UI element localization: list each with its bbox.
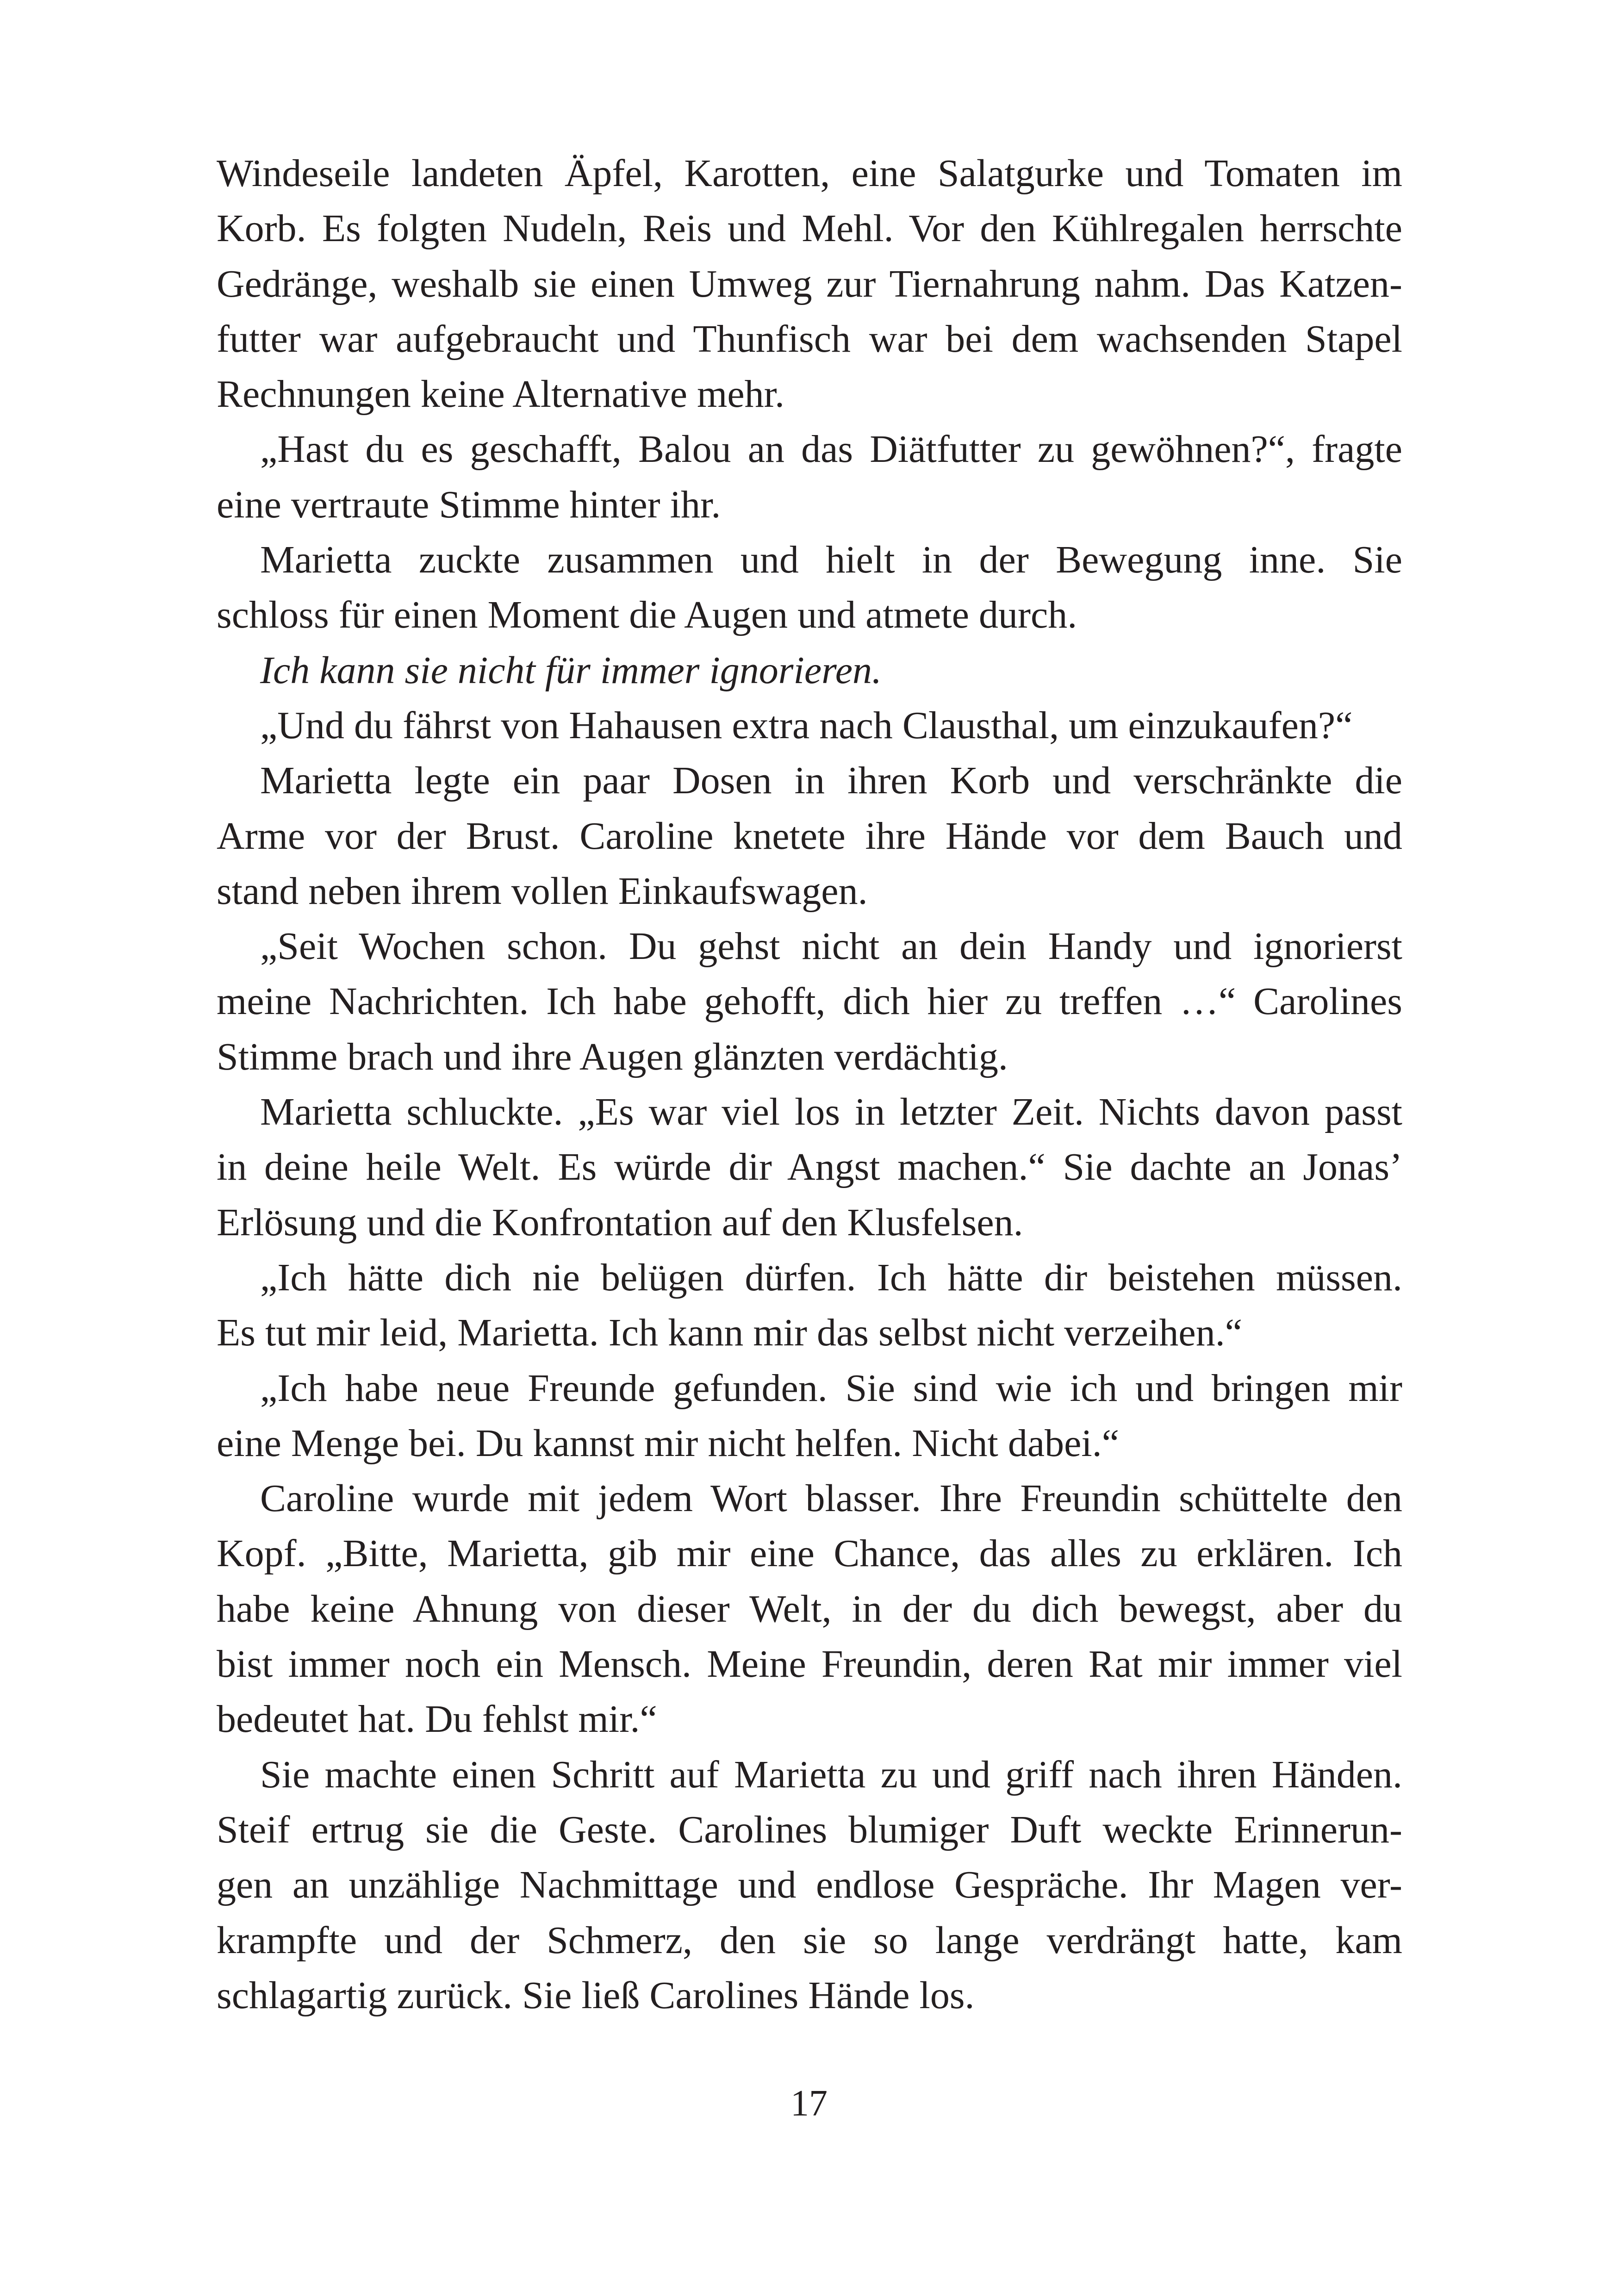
text-line: Kopf. „Bitte, Marietta, gib mir eine Chance, das alles zu erklären. Ich [217,1532,1402,1575]
text-line: Sie machte einen Schritt auf Marietta zu und griff nach ihren Händen. [260,1753,1402,1796]
text-line: Caroline wurde mit jedem Wort blasser. Ihre Freundin schüttelte den [260,1477,1402,1520]
text-line: Marietta legte ein paar Dosen in ihren Korb und verschränkte die [260,759,1402,803]
text-line: schlagartig zurück. Sie ließ Carolines Hände los. [217,1973,975,2017]
text-line: eine Menge bei. Du kannst mir nicht helfen. Nicht dabei.“ [217,1421,1120,1465]
paragraph [217,698,1402,753]
text-line: Rechnungen keine Alternative mehr. [217,373,784,416]
text-line: stand neben ihrem vollen Einkaufswagen. [217,869,868,913]
text-line: bedeutet hat. Du fehlst mir.“ [217,1698,657,1741]
text-line: in deine heile Welt. Es würde dir Angst machen.“ Sie dachte an Jonas’ [217,1145,1402,1189]
text-line: Marietta schluckte. „Es war viel los in letzter Zeit. Nichts davon passt [260,1090,1402,1134]
text-line: Korb. Es folgten Nudeln, Reis und Mehl. Vor den Kühlregalen herrschte [217,207,1402,250]
text-line: schloss für einen Moment die Augen und atmete durch. [217,593,1077,637]
text-line: Steif ertrug sie die Geste. Carolines blumiger Duft weckte Erinnerun- [217,1808,1402,1851]
text-line: „Ich hätte dich nie belügen dürfen. Ich hätte dir beistehen müssen. [260,1256,1402,1299]
italic-thought-paragraph [217,643,1402,698]
text-line: Gedränge, weshalb sie einen Umweg zur Tiernahrung nahm. Das Katzen- [217,262,1402,305]
paragraph [217,146,1402,422]
page-number: 17 [790,2083,828,2124]
text-line: Stimme brach und ihre Augen glänzten verdächtig. [217,1035,1008,1078]
paragraph [217,753,1402,919]
text-line: krampfte und der Schmerz, den sie so lange verdrängt hatte, kam [217,1918,1402,1962]
text-line: futter war aufgebraucht und Thunfisch war bei dem wachsenden Stapel [217,317,1402,361]
paragraph [217,1747,1402,2023]
text-line: habe keine Ahnung von dieser Welt, in der du dich bewegst, aber du [217,1587,1402,1630]
text-line: „Und du fährst von Hahausen extra nach Clausthal, um einzukaufen?“ [260,703,1353,747]
paragraph [217,1471,1402,1747]
text-line: gen an unzählige Nachmittage und endlose Gespräche. Ihr Magen ver- [217,1863,1402,1907]
paragraph [217,919,1402,1084]
text-line: meine Nachrichten. Ich habe gehofft, dich hier zu treffen …“ Carolines [217,980,1402,1023]
paragraph [217,1084,1402,1250]
text-line: eine vertraute Stimme hinter ihr. [217,483,721,526]
text-line: bist immer noch ein Mensch. Meine Freundin, deren Rat mir immer viel [217,1643,1402,1686]
body-text [217,146,1402,2023]
paragraph [217,1361,1402,1471]
text-line: Es tut mir leid, Marietta. Ich kann mir das selbst nicht verzeihen.“ [217,1311,1242,1355]
paragraph [217,532,1402,643]
text-line: Ich kann sie nicht für immer ignorieren. [260,648,882,692]
paragraph [217,422,1402,532]
text-line: „Seit Wochen schon. Du gehst nicht an dein Handy und ignorierst [260,925,1402,968]
text-line: Windeseile landeten Äpfel, Karotten, eine Salatgurke und Tomaten im [217,152,1402,195]
text-line: „Hast du es geschafft, Balou an das Diätfutter zu gewöhnen?“, fragte [260,428,1402,471]
paragraph [217,1250,1402,1361]
text-line: Arme vor der Brust. Caroline knetete ihre Hände vor dem Bauch und [217,814,1402,858]
text-line: „Ich habe neue Freunde gefunden. Sie sind wie ich und bringen mir [260,1366,1402,1410]
text-line: Erlösung und die Konfrontation auf den Klusfelsen. [217,1201,1023,1244]
text-line: Marietta zuckte zusammen und hielt in der Bewegung inne. Sie [260,538,1402,582]
